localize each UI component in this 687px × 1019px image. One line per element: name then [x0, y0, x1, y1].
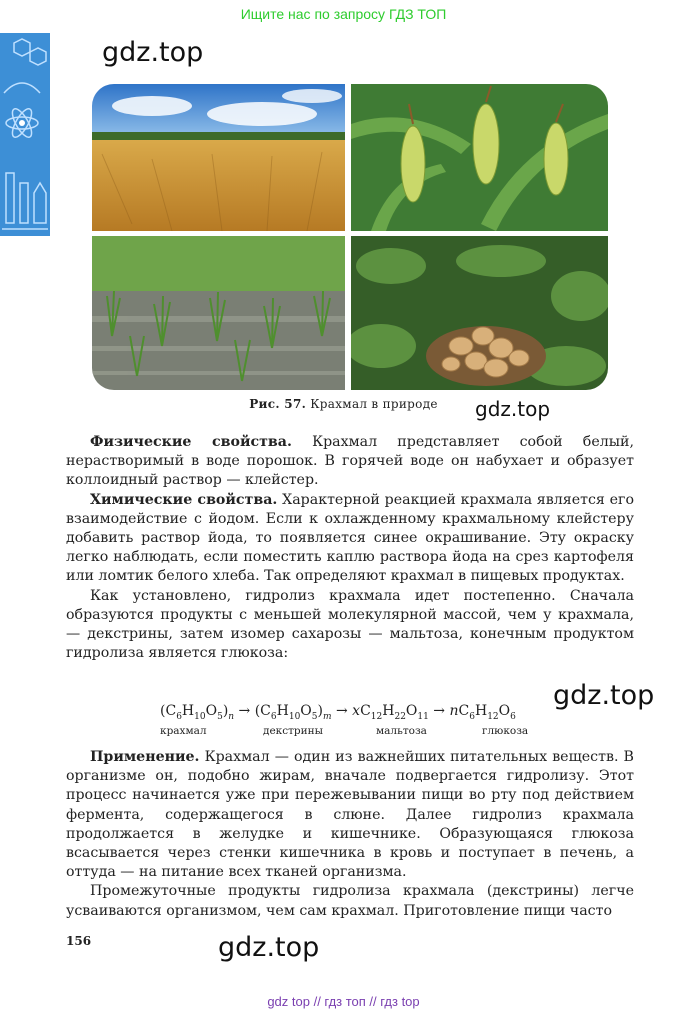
label-maltose: мальтоза — [376, 725, 427, 737]
heading-chemical: Химические свойства. — [90, 491, 278, 508]
text-block-1 — [66, 433, 634, 663]
text-application: Крахмал — один из важнейших питательных веществ. В организме он, подобно жирам, вначале подвергается гидролизу. Этот процесс начинается уже при пережевывании пищи во рту под действием фермента, содержащегося в слюне. Далее гидролиз крахмала продолжается в желудке и кишечнике. Образующаяся глюкоза всасывается через стенки кишечника в кровь и поступает в печень, а оттуда — на питание всех тканей организма. — [66, 749, 634, 881]
figure-photo-collage — [92, 84, 608, 390]
paragraph-hydrolysis: Как установлено, гидролиз крахмала идет постепенно. Сначала образуются продукты с меньшей молекулярной массой, чем у крахмала, — декстрины, затем изомер сахарозы — мальтоза, конечным продуктом гидролиза является глюкоза: — [66, 587, 634, 662]
page-number: 156 — [66, 934, 92, 948]
paragraph-physical — [66, 433, 634, 491]
paragraph-dextrins: Промежуточные продукты гидролиза крахмала (декстрины) легче усваиваются организмом, чем сам крахмал. Приготовление пищи часто — [66, 883, 634, 919]
watermark-2: gdz.top — [475, 397, 551, 421]
text-physical: Крахмал представляет собой белый, нерастворимый в воде порошок. В горячей воде он набухает и образует коллоидный раствор — клейстер. — [66, 434, 635, 489]
rice-paddy-photo — [92, 236, 345, 390]
potatoes-photo — [351, 236, 608, 390]
hydrolysis-equation: $(C_6H_{10}O_5)_n \to (C_6H_{10}O_5)_m \to xC_{12}H_{22}O_{11} \to nC_6H_{12}O_6$ — [160, 703, 516, 722]
heading-application: Применение. — [90, 749, 200, 765]
watermark-3: gdz.top — [553, 680, 655, 711]
top-banner[interactable]: Ищите нас по запросу ГДЗ ТОП — [240, 6, 447, 22]
text-block-2 — [66, 748, 634, 921]
wheat-field-photo — [92, 84, 345, 231]
watermark-1: gdz.top — [102, 37, 204, 68]
watermark-4: gdz.top — [218, 932, 320, 963]
paragraph-application — [66, 748, 634, 882]
label-starch: крахмал — [160, 725, 207, 737]
chemistry-decor-strip — [0, 33, 50, 236]
paragraph-chemical — [66, 491, 634, 587]
label-glucose: глюкоза — [482, 725, 529, 737]
figure-number: Рис. 57. — [249, 397, 307, 411]
heading-physical: Физические свойства. — [90, 434, 292, 450]
figure-caption — [0, 397, 687, 411]
bottom-banner[interactable]: gdz top // гдз топ // гдз top — [267, 994, 420, 1009]
corn-photo — [351, 84, 608, 231]
label-dextrins: декстрины — [263, 725, 324, 737]
text-chemical: Характерной реакцией крахмала является его взаимодействие с йодом. Если к охлажденному крахмальному клейстеру добавить раствор йода, то появляется синее окрашивание. Эту окраску легко наблюдать, если поместить каплю раствора йода на срез картофеля или ломтик белого хлеба. Так определяют крахмал в пищевых продуктах. — [66, 491, 634, 585]
figure-title: Крахмал в природе — [310, 397, 438, 411]
